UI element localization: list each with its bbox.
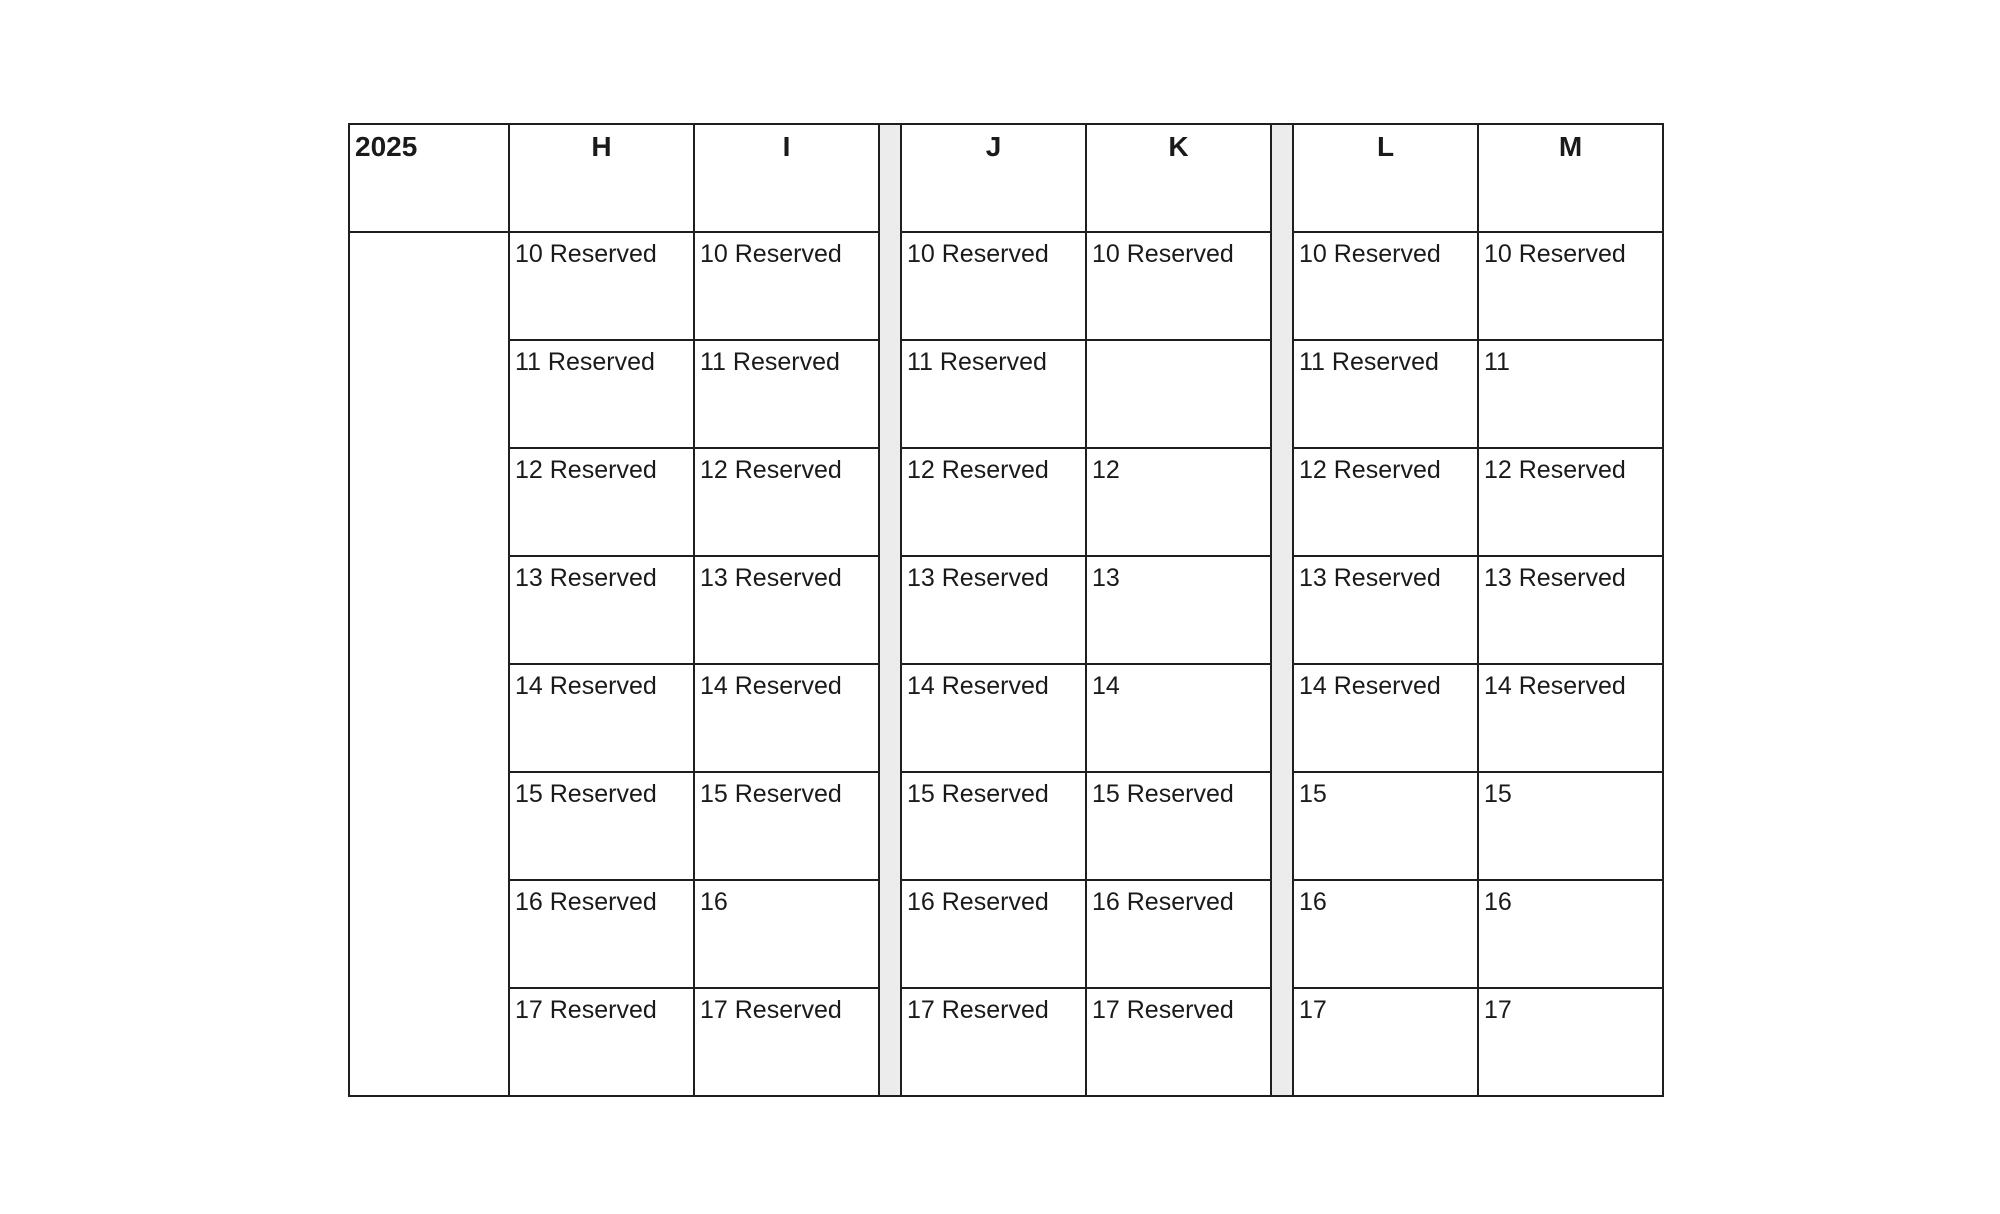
slot-cell[interactable] — [1086, 448, 1271, 556]
column-header-label: H — [591, 131, 612, 162]
slot-text: 11 Reserved — [1299, 348, 1439, 376]
slot-text: 10 Reserved — [907, 240, 1049, 268]
slot-cell[interactable] — [1478, 232, 1663, 340]
slot-cell[interactable] — [1293, 880, 1478, 988]
slot-text: 15 Reserved — [1092, 780, 1234, 808]
slot-cell[interactable] — [509, 232, 694, 340]
table-row — [349, 556, 1663, 664]
slot-cell[interactable] — [1478, 772, 1663, 880]
slot-cell[interactable] — [901, 556, 1086, 664]
slot-cell[interactable] — [901, 772, 1086, 880]
slot-text: 15 Reserved — [515, 780, 657, 808]
header-row — [349, 124, 1663, 232]
slot-cell[interactable] — [1293, 664, 1478, 772]
slot-cell[interactable] — [1086, 664, 1271, 772]
table-row — [349, 448, 1663, 556]
table-row — [349, 988, 1663, 1096]
slot-cell[interactable] — [694, 556, 879, 664]
slot-text: 13 Reserved — [515, 564, 657, 592]
slot-cell[interactable] — [1293, 340, 1478, 448]
slot-cell[interactable] — [509, 556, 694, 664]
slot-text: 11 — [1484, 348, 1510, 376]
table-row — [349, 232, 1663, 340]
slot-cell[interactable] — [1478, 340, 1663, 448]
slot-text: 15 Reserved — [907, 780, 1049, 808]
slot-text: 11 Reserved — [700, 348, 840, 376]
column-header-label: M — [1558, 131, 1583, 162]
column-header-l — [1293, 124, 1478, 232]
slot-cell[interactable] — [1478, 880, 1663, 988]
slot-text: 17 Reserved — [1092, 996, 1234, 1024]
column-header-m — [1478, 124, 1663, 232]
year-cell — [349, 124, 509, 232]
slot-cell[interactable] — [1293, 556, 1478, 664]
slot-cell[interactable] — [1478, 988, 1663, 1096]
column-header-label: L — [1376, 131, 1395, 162]
slot-cell[interactable] — [901, 340, 1086, 448]
slot-text: 10 Reserved — [1484, 240, 1626, 268]
column-header-k — [1086, 124, 1271, 232]
slot-text: 12 Reserved — [1299, 456, 1441, 484]
row-label-area — [349, 232, 509, 1096]
slot-cell[interactable] — [694, 772, 879, 880]
column-separator — [1271, 124, 1293, 1096]
slot-text: 12 Reserved — [700, 456, 842, 484]
year-label: 2025 — [355, 131, 418, 162]
column-separator — [879, 124, 901, 1096]
slot-text: 15 — [1299, 780, 1327, 808]
slot-text: 14 Reserved — [1299, 672, 1441, 700]
slot-text: 17 — [1299, 996, 1327, 1024]
slot-text: 16 Reserved — [515, 888, 657, 916]
table-row — [349, 772, 1663, 880]
slot-cell[interactable] — [1293, 232, 1478, 340]
slot-text: 10 Reserved — [515, 240, 657, 268]
slot-text: 12 Reserved — [907, 456, 1049, 484]
slot-text: 13 Reserved — [907, 564, 1049, 592]
slot-text: 16 Reserved — [1092, 888, 1234, 916]
slot-cell[interactable] — [901, 988, 1086, 1096]
slot-text: 17 — [1484, 996, 1512, 1024]
slot-cell[interactable] — [509, 772, 694, 880]
slot-text: 15 Reserved — [700, 780, 842, 808]
slot-cell[interactable] — [901, 664, 1086, 772]
slot-cell[interactable] — [694, 232, 879, 340]
slot-text: 13 — [1092, 564, 1120, 592]
slot-cell[interactable] — [694, 988, 879, 1096]
slot-cell[interactable] — [694, 340, 879, 448]
slot-cell[interactable] — [509, 448, 694, 556]
slot-text: 12 Reserved — [515, 456, 657, 484]
slot-cell[interactable] — [1293, 988, 1478, 1096]
slot-cell[interactable] — [901, 232, 1086, 340]
slot-text: 10 Reserved — [1299, 240, 1441, 268]
slot-text: 16 — [700, 888, 728, 916]
slot-text: 13 Reserved — [700, 564, 842, 592]
slot-cell[interactable] — [1086, 988, 1271, 1096]
slot-text: 12 Reserved — [1484, 456, 1626, 484]
column-header-label: J — [985, 131, 1002, 162]
slot-text — [1087, 341, 1270, 348]
slot-cell[interactable] — [1293, 448, 1478, 556]
column-header-i — [694, 124, 879, 232]
slot-cell[interactable] — [694, 664, 879, 772]
slot-cell[interactable] — [1086, 340, 1271, 448]
slot-cell[interactable] — [1293, 772, 1478, 880]
column-header-h — [509, 124, 694, 232]
slot-text: 11 Reserved — [515, 348, 655, 376]
slot-cell[interactable] — [901, 448, 1086, 556]
table-row — [349, 340, 1663, 448]
slot-text: 17 Reserved — [700, 996, 842, 1024]
slot-text: 17 Reserved — [515, 996, 657, 1024]
slot-cell[interactable] — [509, 664, 694, 772]
slot-cell[interactable] — [509, 880, 694, 988]
slot-cell[interactable] — [1478, 664, 1663, 772]
slot-cell[interactable] — [694, 448, 879, 556]
slot-text: 10 Reserved — [700, 240, 842, 268]
column-header-label: I — [782, 131, 791, 162]
slot-text: 11 Reserved — [907, 348, 1047, 376]
slot-text: 14 — [1092, 672, 1120, 700]
slot-text: 17 Reserved — [907, 996, 1049, 1024]
slot-cell[interactable] — [694, 880, 879, 988]
slot-cell[interactable] — [1478, 448, 1663, 556]
slot-cell[interactable] — [1086, 556, 1271, 664]
table-row — [349, 664, 1663, 772]
slot-text: 12 — [1092, 456, 1120, 484]
slot-cell[interactable] — [901, 880, 1086, 988]
slot-text: 13 Reserved — [1299, 564, 1441, 592]
slot-text: 16 Reserved — [907, 888, 1049, 916]
slot-cell[interactable] — [509, 340, 694, 448]
slot-cell[interactable] — [1086, 880, 1271, 988]
slot-text: 16 — [1299, 888, 1327, 916]
column-header-label: K — [1168, 131, 1189, 162]
slot-text: 14 Reserved — [700, 672, 842, 700]
column-header-j — [901, 124, 1086, 232]
slot-text: 14 Reserved — [1484, 672, 1626, 700]
slot-cell[interactable] — [1086, 772, 1271, 880]
slot-text: 13 Reserved — [1484, 564, 1626, 592]
slot-text: 14 Reserved — [907, 672, 1049, 700]
slot-text: 10 Reserved — [1092, 240, 1234, 268]
table-row — [349, 880, 1663, 988]
slot-text: 15 — [1484, 780, 1512, 808]
slot-cell[interactable] — [509, 988, 694, 1096]
slot-cell[interactable] — [1478, 556, 1663, 664]
slot-cell[interactable] — [1086, 232, 1271, 340]
reservation-grid — [348, 123, 1664, 1097]
slot-text: 14 Reserved — [515, 672, 657, 700]
slot-text: 16 — [1484, 888, 1512, 916]
